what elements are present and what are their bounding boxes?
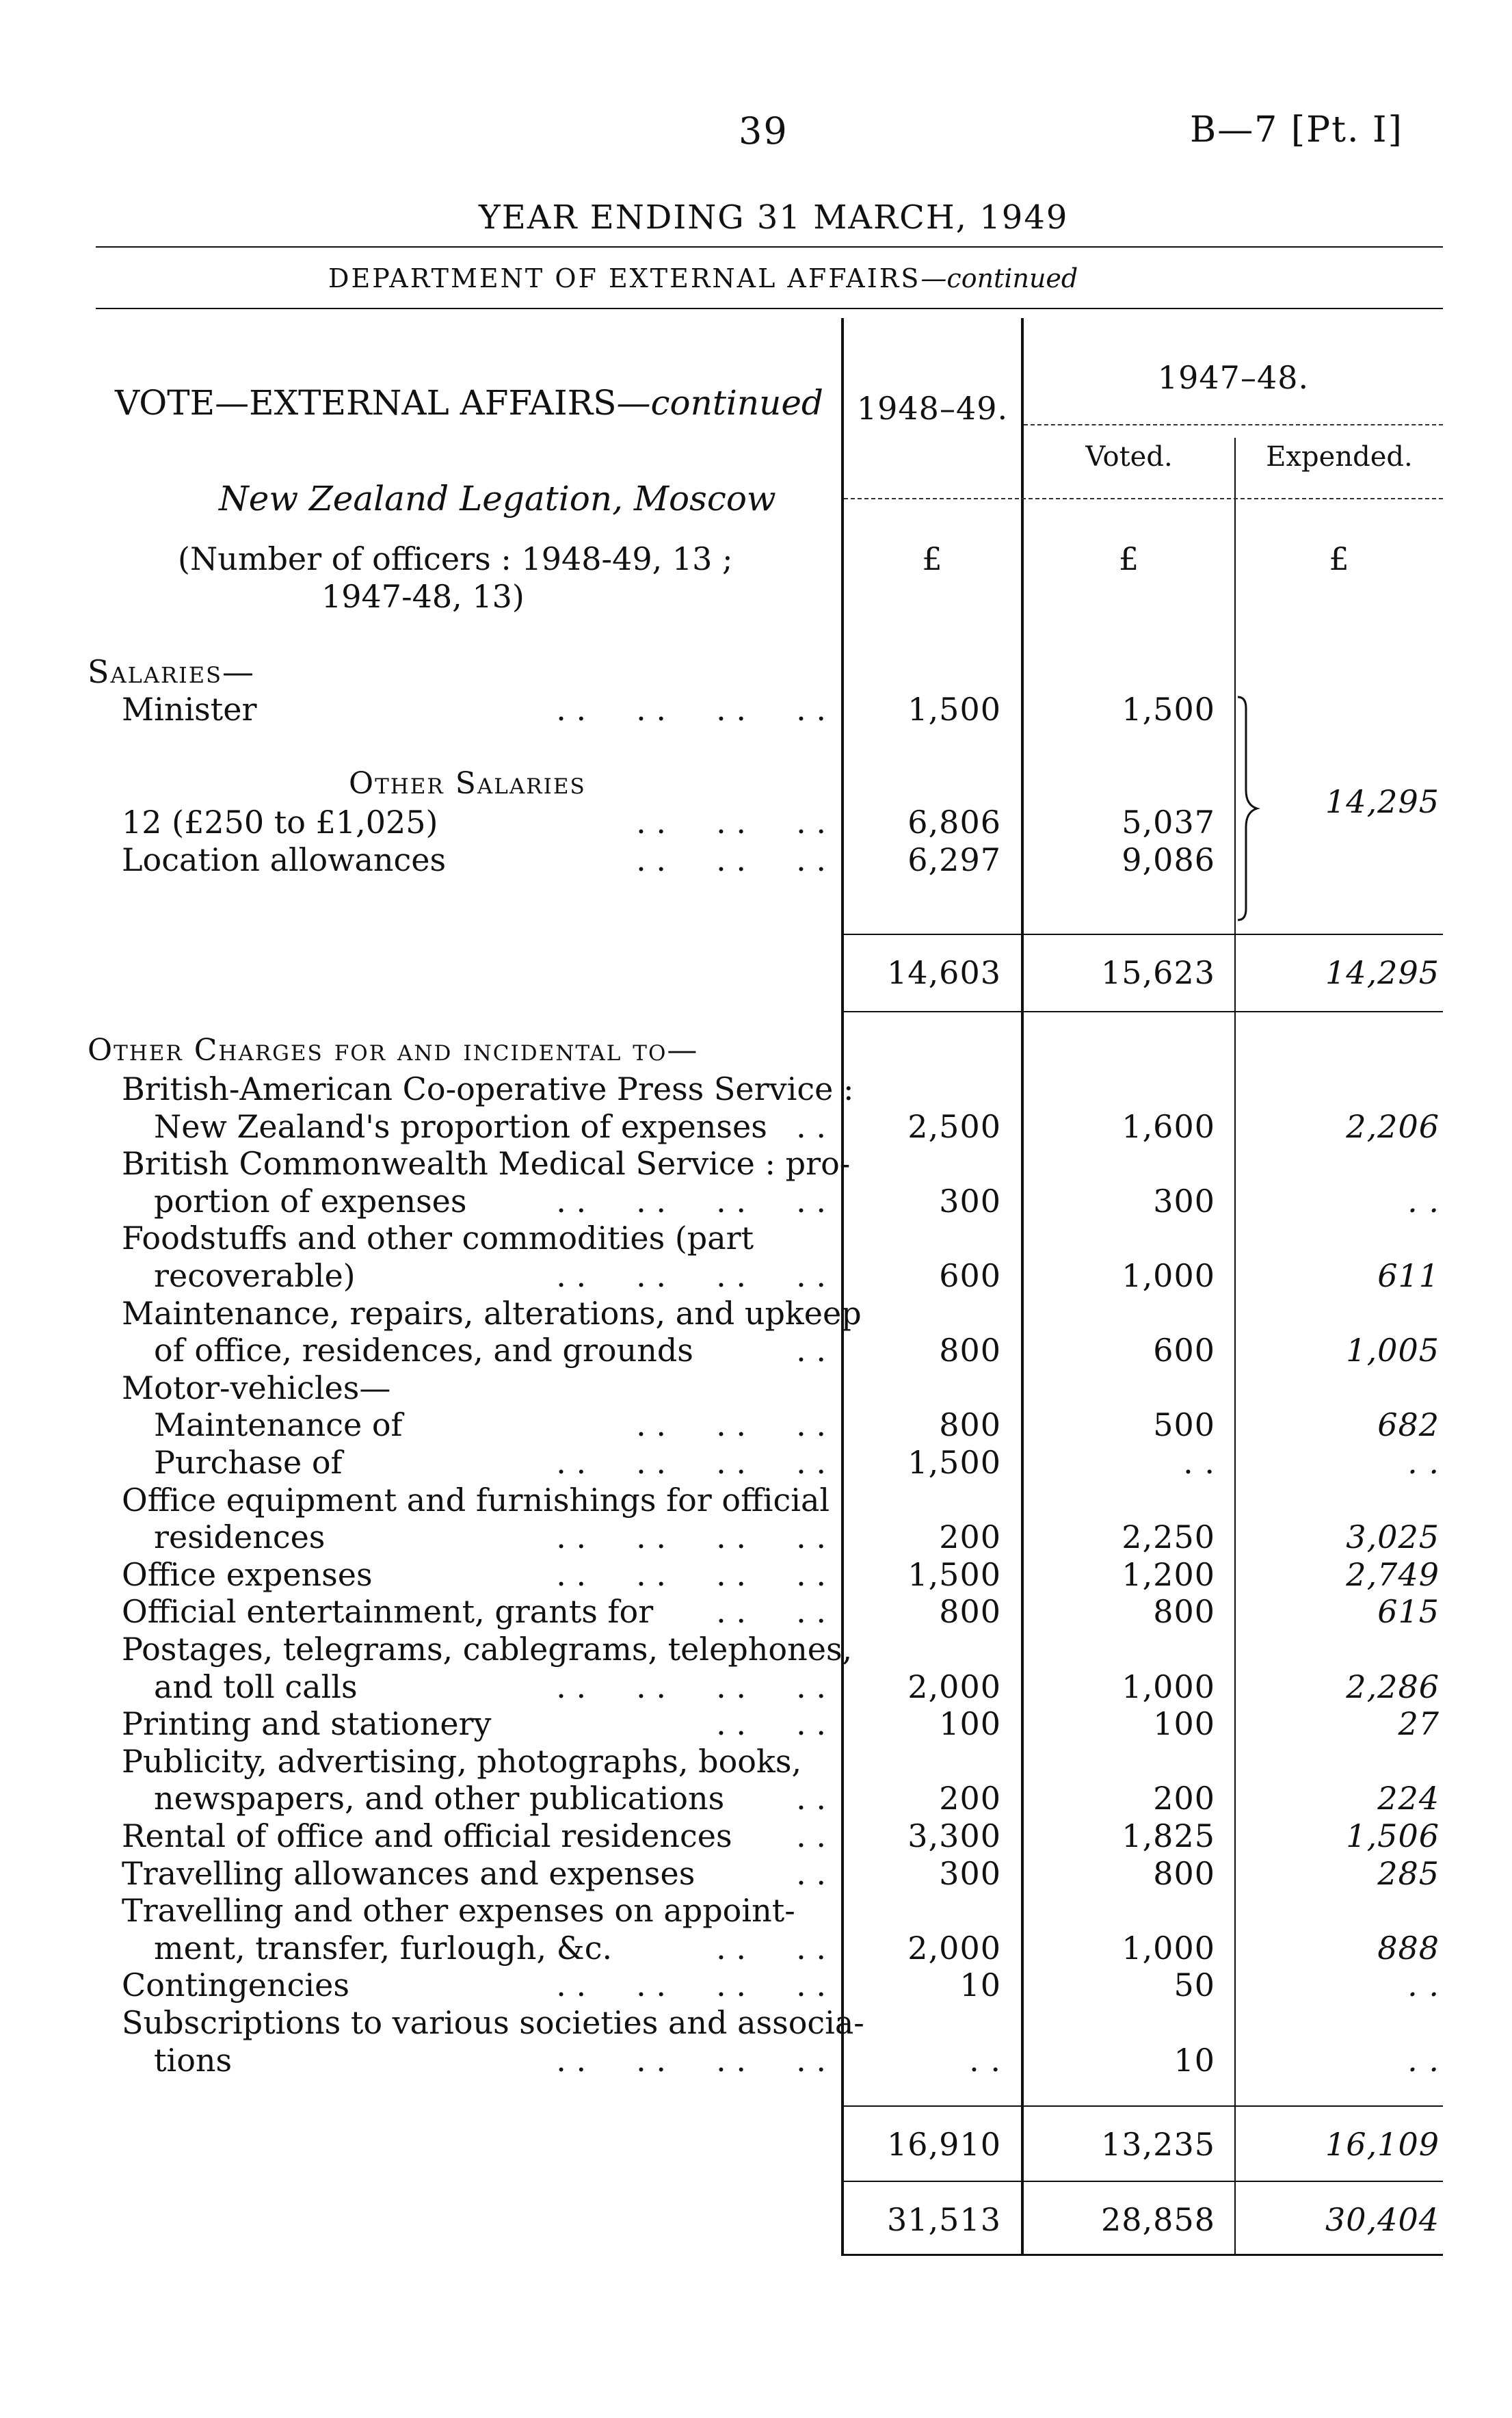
charge-row (154, 1406, 826, 1443)
charge-label: Postages, telegrams, cablegrams, telephones, (122, 1631, 853, 1668)
charge-value-expended: 2,749 (1346, 1556, 1440, 1593)
charge-row (122, 1705, 826, 1742)
salaries-subtotal-bottom-rule (841, 1011, 1443, 1012)
charge-row (122, 1220, 826, 1257)
charge-leaders: . . (796, 1108, 826, 1145)
currency-voted: £ (1118, 540, 1140, 577)
location-1948: 6,297 (907, 841, 1001, 878)
charge-row (154, 1668, 826, 1705)
charge-label: and toll calls (154, 1668, 358, 1705)
charge-value-voted: 1,000 (1122, 1668, 1215, 1705)
officers-line-2: 1947-48, 13) (321, 578, 525, 615)
charge-value-voted: 200 (1153, 1780, 1215, 1817)
salaries-subtotal-rule (841, 934, 1443, 935)
salary-label: Location allowances (122, 841, 447, 878)
charge-value-voted: 1,200 (1122, 1556, 1215, 1593)
currency-expended: £ (1329, 540, 1350, 577)
salary-label: Minister (122, 691, 257, 728)
charge-label: Publicity, advertising, photographs, books, (122, 1743, 802, 1780)
other-charges-subtotal-rule (841, 2105, 1443, 2107)
minister-voted: 1,500 (1122, 691, 1215, 728)
charge-value-voted: 2,250 (1122, 1519, 1215, 1555)
charge-value-expended: 611 (1377, 1257, 1440, 1294)
charge-value-voted: 500 (1153, 1406, 1215, 1443)
charge-label: residences (154, 1519, 326, 1555)
department-heading (328, 263, 1078, 293)
department-continued: —continued (920, 263, 1078, 293)
charge-row (122, 1967, 826, 2003)
charge-row (122, 1070, 854, 1107)
other-salaries-voted: 5,037 (1122, 804, 1215, 841)
charge-row (122, 1855, 826, 1892)
other-charges-heading: Other Charges for and incidental to— (88, 1033, 699, 1068)
charge-value-expended: 2,206 (1346, 1108, 1440, 1145)
charge-row (122, 1743, 826, 1780)
charge-value-expended: . . (1407, 2042, 1440, 2079)
department-title: DEPARTMENT OF EXTERNAL AFFAIRS (328, 263, 921, 293)
salary-label: 12 (£250 to £1,025) (122, 804, 438, 841)
charge-row (122, 1556, 826, 1593)
vote-title-text: VOTE—EXTERNAL AFFAIRS (115, 383, 617, 423)
charge-value-1948: . . (969, 2042, 1001, 2079)
charge-label: Contingencies (122, 1967, 349, 2003)
salary-leaders: . . . . . . (636, 804, 826, 841)
charge-leaders: . . . . . . (636, 1406, 826, 1443)
charge-label: Printing and stationery (122, 1705, 492, 1742)
charge-label: Travelling and other expenses on appoint- (122, 1892, 795, 1929)
charge-label: Purchase of (154, 1444, 343, 1481)
charge-leaders: . . . . (716, 1930, 826, 1967)
charge-label: Subscriptions to various societies and associa- (122, 2004, 864, 2041)
charge-value-1948: 2,000 (907, 1668, 1001, 1705)
charge-value-1948: 800 (939, 1332, 1001, 1369)
salaries-heading: Salaries— (88, 653, 255, 690)
charge-label: Office equipment and furnishings for official (122, 1482, 830, 1519)
minister-1948: 1,500 (907, 691, 1001, 728)
salaries-bracket-expended: 14,295 (1325, 783, 1440, 820)
column-header-1948: 1948–49. (856, 390, 1009, 427)
charge-value-1948: 300 (939, 1183, 1001, 1220)
charge-leaders: . . . . . . . . (556, 1519, 826, 1555)
charge-label: Official entertainment, grants for (122, 1593, 654, 1630)
charge-label: New Zealand's proportion of expenses (154, 1108, 767, 1145)
charge-value-expended: 888 (1377, 1930, 1440, 1967)
charge-value-1948: 2,500 (907, 1108, 1001, 1145)
vote-title-continued: —continued (616, 383, 823, 423)
charge-row (154, 1257, 826, 1294)
charge-value-expended: 1,005 (1346, 1332, 1440, 1369)
grand-total-expended: 30,404 (1325, 2201, 1440, 2238)
location-voted: 9,086 (1122, 841, 1215, 878)
other-salaries-1948: 6,806 (907, 804, 1001, 841)
charge-leaders: . . . . . . . . (556, 1967, 826, 2003)
salary-leaders: . . . . . . . . (556, 691, 826, 728)
charge-value-voted: 800 (1153, 1593, 1215, 1630)
charge-leaders: . . (796, 1817, 826, 1854)
charge-value-voted: 10 (1173, 2042, 1215, 2079)
year-heading: YEAR ENDING 31 MARCH, 1949 (479, 198, 1069, 237)
charge-value-expended: 615 (1377, 1593, 1440, 1630)
charge-leaders: . . (796, 1855, 826, 1892)
currency-1948: £ (922, 540, 943, 577)
charge-leaders: . . (796, 1780, 826, 1817)
charge-label: Travelling allowances and expenses (122, 1855, 695, 1892)
charge-row (154, 2042, 826, 2079)
charge-value-1948: 100 (939, 1705, 1001, 1742)
charge-value-expended: 27 (1398, 1705, 1440, 1742)
document-reference: B—7 [Pt. I] (1190, 109, 1403, 150)
charge-row (122, 1145, 851, 1182)
charge-row (154, 1930, 826, 1967)
bottom-rule (841, 2254, 1443, 2256)
charge-value-voted: 1,000 (1122, 1930, 1215, 1967)
charge-value-1948: 200 (939, 1519, 1001, 1555)
charge-row (154, 1519, 826, 1555)
charge-label: tions (154, 2042, 233, 2079)
charge-value-expended: . . (1407, 1967, 1440, 2003)
charge-label: newspapers, and other publications (154, 1780, 725, 1817)
other-charges-subtotal-1948: 16,910 (887, 2126, 1001, 2163)
charge-leaders: . . . . . . . . (556, 1444, 826, 1481)
charge-value-expended: 224 (1377, 1780, 1440, 1817)
salaries-subtotal-voted: 15,623 (1101, 954, 1215, 991)
charge-value-1948: 10 (959, 1967, 1001, 2003)
column-header-1947: 1947–48. (1157, 359, 1310, 396)
charge-leaders: . . . . . . . . (556, 2042, 826, 2079)
charge-value-1948: 200 (939, 1780, 1001, 1817)
charge-value-voted: 100 (1153, 1705, 1215, 1742)
grand-total-1948: 31,513 (887, 2201, 1001, 2238)
salary-row-minister (122, 691, 826, 728)
charge-value-voted: 600 (1153, 1332, 1215, 1369)
salary-leaders: . . . . . . (636, 841, 826, 878)
charge-leaders: . . . . . . . . (556, 1668, 826, 1705)
charge-value-expended: 682 (1377, 1406, 1440, 1443)
charge-value-voted: . . (1183, 1444, 1215, 1481)
charge-leaders: . . . . (716, 1593, 826, 1630)
charge-label: portion of expenses (154, 1183, 467, 1220)
charge-value-1948: 3,300 (907, 1817, 1001, 1854)
salaries-subtotal-1948: 14,603 (887, 954, 1001, 991)
column-header-expended: Expended. (1266, 441, 1413, 473)
charge-row (122, 1295, 862, 1332)
charge-value-voted: 1,600 (1122, 1108, 1215, 1145)
charge-row (122, 2004, 864, 2041)
charge-value-voted: 300 (1153, 1183, 1215, 1220)
charge-row (122, 1482, 830, 1519)
officers-line-1: (Number of officers : 1948-49, 13 ; (178, 540, 733, 577)
charge-leaders: . . (796, 1332, 826, 1369)
charge-label: Foodstuffs and other commodities (part (122, 1220, 754, 1257)
charge-leaders: . . . . . . . . (556, 1183, 826, 1220)
column-header-voted: Voted. (1085, 441, 1173, 473)
salary-row-other (122, 804, 826, 841)
grand-total-rule (841, 2181, 1443, 2182)
divider-top (96, 246, 1443, 248)
page-number: 39 (739, 109, 788, 153)
charge-row (122, 1369, 826, 1406)
charge-row (122, 1593, 826, 1630)
charge-value-expended: 3,025 (1346, 1519, 1440, 1555)
charge-row (122, 1892, 826, 1929)
charge-value-expended: 1,506 (1346, 1817, 1440, 1854)
charge-label: Rental of office and official residences (122, 1817, 732, 1854)
charge-leaders: . . . . . . . . (556, 1257, 826, 1294)
other-charges-subtotal-expended: 16,109 (1325, 2126, 1440, 2163)
charge-label: recoverable) (154, 1257, 356, 1294)
charge-value-voted: 1,825 (1122, 1817, 1215, 1854)
charge-value-1948: 800 (939, 1406, 1001, 1443)
charge-row (154, 1444, 826, 1481)
vote-title (115, 383, 823, 423)
charge-row (154, 1108, 826, 1145)
header-rule-1947 (1024, 424, 1443, 425)
charge-label: British Commonwealth Medical Service : pro- (122, 1145, 851, 1182)
charge-value-1948: 600 (939, 1257, 1001, 1294)
charge-row (154, 1183, 826, 1220)
charge-row (154, 1332, 826, 1369)
charge-label: of office, residences, and grounds (154, 1332, 693, 1369)
other-salaries-heading: Other Salaries (349, 766, 586, 801)
charge-leaders: . . . . . . . . (556, 1556, 826, 1593)
salaries-bracket (1236, 694, 1264, 923)
grand-total-voted: 28,858 (1101, 2201, 1215, 2238)
salaries-subtotal-expended: 14,295 (1325, 954, 1440, 991)
charge-value-expended: . . (1407, 1444, 1440, 1481)
charge-leaders: . . . . (716, 1705, 826, 1742)
charge-value-1948: 1,500 (907, 1556, 1001, 1593)
charge-row (154, 1780, 826, 1817)
header-rule-bottom (844, 498, 1443, 499)
charge-label: Maintenance, repairs, alterations, and upkeep (122, 1295, 862, 1332)
charge-row (122, 1817, 826, 1854)
charge-value-voted: 800 (1153, 1855, 1215, 1892)
legation-title: New Zealand Legation, Moscow (219, 479, 776, 518)
charge-value-1948: 300 (939, 1855, 1001, 1892)
charge-label: Motor-vehicles— (122, 1369, 391, 1406)
charge-label: Office expenses (122, 1556, 373, 1593)
charge-value-1948: 1,500 (907, 1444, 1001, 1481)
salary-row-location (122, 841, 826, 878)
divider-heading (96, 308, 1443, 309)
charge-label: ment, transfer, furlough, &c. (154, 1930, 613, 1967)
charge-value-expended: 285 (1377, 1855, 1440, 1892)
charge-value-1948: 800 (939, 1593, 1001, 1630)
charge-label: British-American Co-operative Press Service : (122, 1070, 854, 1107)
charge-value-voted: 50 (1173, 1967, 1215, 2003)
charge-value-expended: 2,286 (1346, 1668, 1440, 1705)
charge-row (122, 1631, 853, 1668)
charge-value-expended: . . (1407, 1183, 1440, 1220)
charge-label: Maintenance of (154, 1406, 403, 1443)
charge-value-voted: 1,000 (1122, 1257, 1215, 1294)
other-charges-subtotal-voted: 13,235 (1101, 2126, 1215, 2163)
charge-value-1948: 2,000 (907, 1930, 1001, 1967)
